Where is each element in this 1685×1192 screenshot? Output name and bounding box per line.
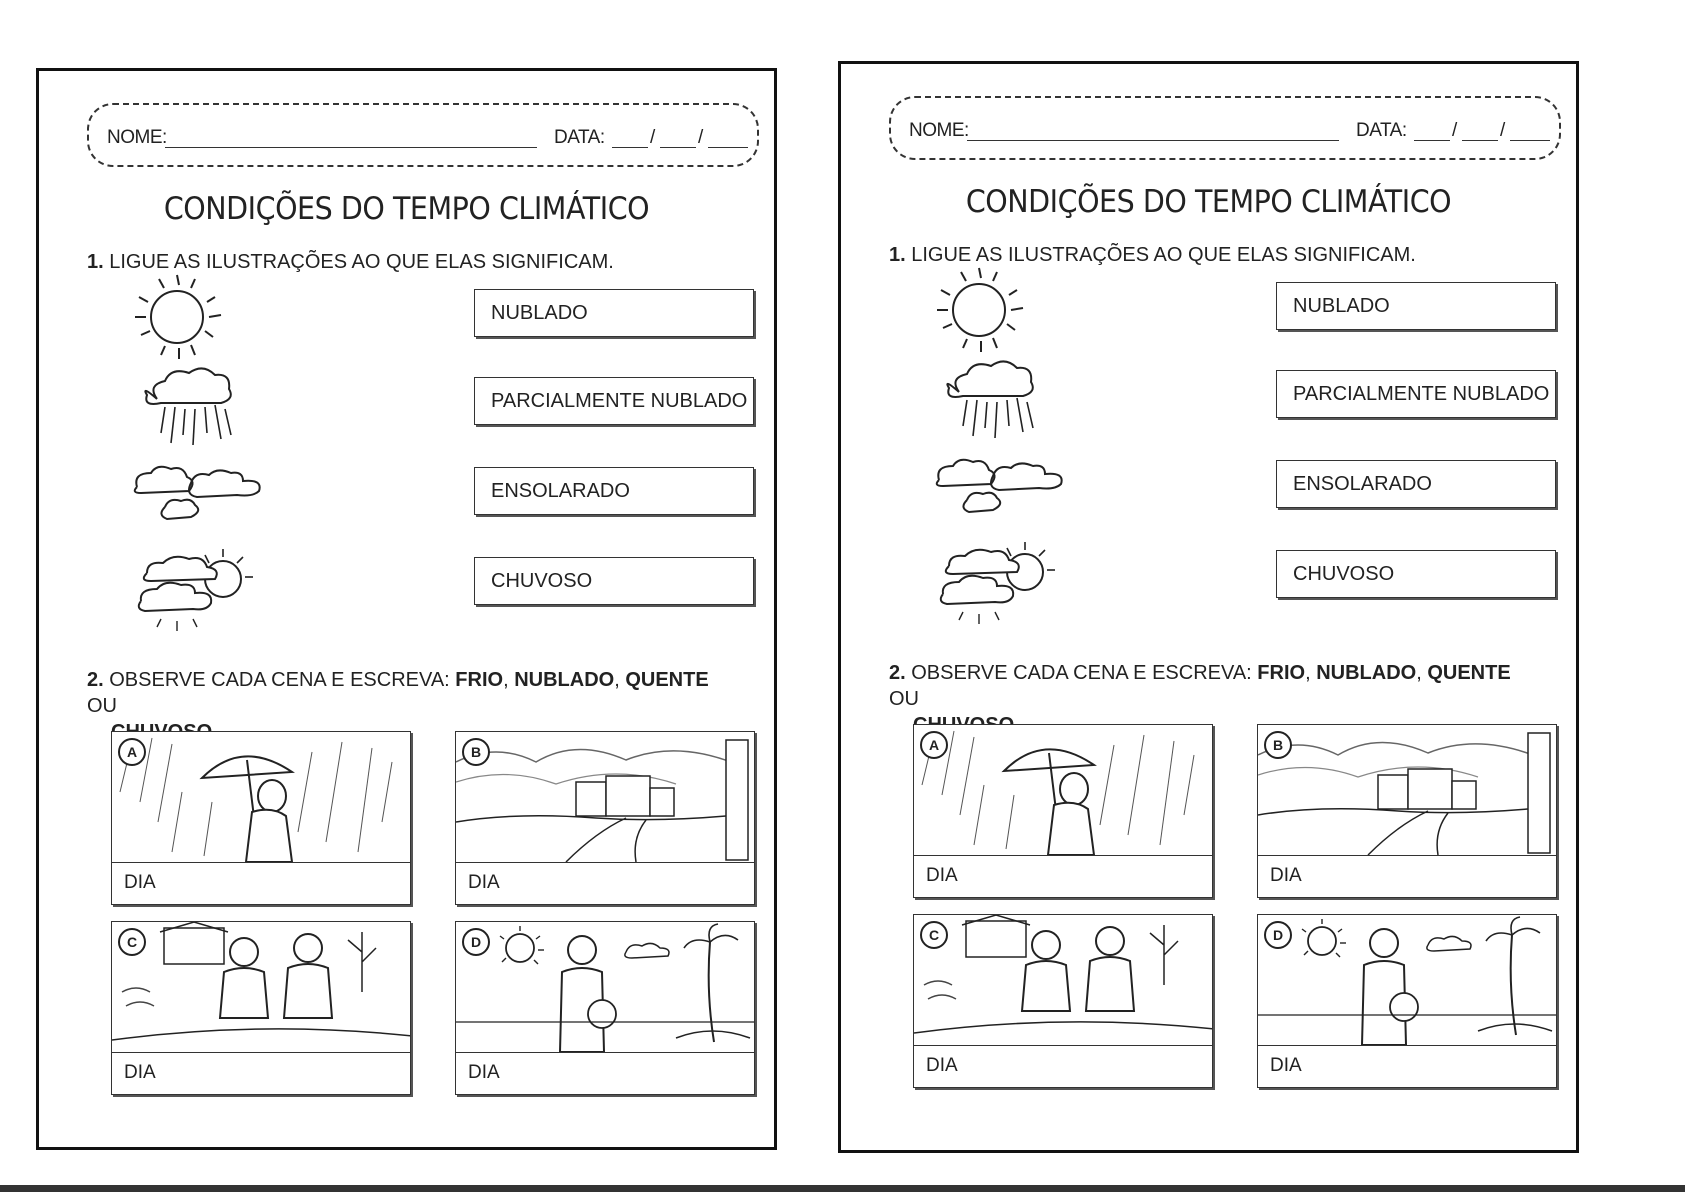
keyword-quente: QUENTE	[1427, 662, 1511, 684]
scene-badge: D	[1264, 921, 1292, 949]
cloudy-city-scene	[456, 732, 754, 863]
date-separator: /	[650, 127, 655, 148]
question-number: 1.	[889, 244, 906, 266]
cold-wind-scene	[112, 922, 410, 1053]
keyword-frio: FRIO	[455, 669, 504, 691]
conjunction: OU	[87, 695, 117, 717]
rain-umbrella-scene	[112, 732, 410, 863]
scene-badge: A	[118, 738, 146, 766]
scene-badge: B	[1264, 731, 1292, 759]
scene-answer-field[interactable]: DIA	[926, 865, 958, 886]
question-number: 2.	[889, 662, 906, 684]
date-day-field[interactable]	[612, 147, 648, 148]
rain-umbrella-scene	[914, 725, 1212, 856]
date-label: DATA:	[554, 127, 605, 148]
separator: ,	[614, 669, 626, 691]
question-text: LIGUE AS ILUSTRAÇÕES AO QUE ELAS SIGNIFICAM.	[109, 251, 614, 273]
option-parcialmente-nublado[interactable]: PARCIALMENTE NUBLADO	[1276, 370, 1556, 418]
scene-b	[455, 731, 755, 905]
scene-c	[111, 921, 411, 1095]
student-header	[889, 96, 1561, 160]
student-header	[87, 103, 759, 167]
worksheet-right	[838, 61, 1579, 1153]
question-number: 1.	[87, 251, 104, 273]
name-label: NOME:	[107, 127, 167, 148]
rain-cloud-icon[interactable]	[929, 356, 1079, 446]
date-month-field[interactable]	[660, 147, 696, 148]
option-ensolarado[interactable]: ENSOLARADO	[474, 467, 754, 515]
name-field[interactable]	[967, 140, 1339, 141]
scene-d	[1257, 914, 1557, 1088]
date-month-field[interactable]	[1462, 140, 1498, 141]
scene-answer-field[interactable]: DIA	[468, 872, 500, 893]
scene-badge: B	[462, 738, 490, 766]
conjunction: OU	[889, 688, 919, 710]
keyword-frio: FRIO	[1257, 662, 1306, 684]
cold-wind-scene	[914, 915, 1212, 1046]
clouds-icon[interactable]	[929, 450, 1079, 540]
scene-badge: C	[118, 928, 146, 956]
scene-badge: D	[462, 928, 490, 956]
scene-answer-field[interactable]: DIA	[926, 1055, 958, 1076]
question-1	[87, 249, 614, 275]
worksheet-left	[36, 68, 777, 1150]
name-field[interactable]	[165, 147, 537, 148]
scene-badge: C	[920, 921, 948, 949]
keyword-nublado: NUBLADO	[514, 669, 615, 691]
page-title: CONDIÇÕES DO TEMPO CLIMÁTICO	[163, 191, 650, 227]
question-number: 2.	[87, 669, 104, 691]
sunny-beach-scene	[456, 922, 754, 1053]
question-1	[889, 242, 1416, 268]
scene-answer-field[interactable]: DIA	[124, 872, 156, 893]
scene-badge: A	[920, 731, 948, 759]
scene-answer-field[interactable]: DIA	[1270, 1055, 1302, 1076]
option-nublado[interactable]: NUBLADO	[474, 289, 754, 337]
date-label: DATA:	[1356, 120, 1407, 141]
scene-answer-field[interactable]: DIA	[1270, 865, 1302, 886]
date-year-field[interactable]	[708, 147, 748, 148]
sun-icon[interactable]	[127, 273, 277, 363]
date-day-field[interactable]	[1414, 140, 1450, 141]
option-chuvoso[interactable]: CHUVOSO	[1276, 550, 1556, 598]
date-separator: /	[1452, 120, 1457, 141]
sunny-beach-scene	[1258, 915, 1556, 1046]
date-year-field[interactable]	[1510, 140, 1550, 141]
separator: ,	[503, 669, 515, 691]
separator: ,	[1305, 662, 1317, 684]
page-title: CONDIÇÕES DO TEMPO CLIMÁTICO	[965, 184, 1452, 220]
scene-b	[1257, 724, 1557, 898]
option-chuvoso[interactable]: CHUVOSO	[474, 557, 754, 605]
cloudy-city-scene	[1258, 725, 1556, 856]
name-label: NOME:	[909, 120, 969, 141]
keyword-quente: QUENTE	[625, 669, 709, 691]
scene-a	[913, 724, 1213, 898]
option-parcialmente-nublado[interactable]: PARCIALMENTE NUBLADO	[474, 377, 754, 425]
scene-answer-field[interactable]: DIA	[468, 1062, 500, 1083]
separator: ,	[1416, 662, 1428, 684]
rain-cloud-icon[interactable]	[127, 363, 277, 453]
scene-a	[111, 731, 411, 905]
question-text: LIGUE AS ILUSTRAÇÕES AO QUE ELAS SIGNIFICAM.	[911, 244, 1416, 266]
question-text: OBSERVE CADA CENA E ESCREVA:	[911, 662, 1258, 684]
bottom-edge	[0, 1185, 1685, 1192]
option-nublado[interactable]: NUBLADO	[1276, 282, 1556, 330]
keyword-nublado: NUBLADO	[1316, 662, 1417, 684]
scene-answer-field[interactable]: DIA	[124, 1062, 156, 1083]
date-separator: /	[1500, 120, 1505, 141]
clouds-icon[interactable]	[127, 457, 277, 547]
scene-c	[913, 914, 1213, 1088]
question-text: OBSERVE CADA CENA E ESCREVA:	[109, 669, 456, 691]
date-separator: /	[698, 127, 703, 148]
sun-icon[interactable]	[929, 266, 1079, 356]
sun-behind-clouds-icon[interactable]	[127, 547, 277, 637]
option-ensolarado[interactable]: ENSOLARADO	[1276, 460, 1556, 508]
sun-behind-clouds-icon[interactable]	[929, 540, 1079, 630]
scene-d	[455, 921, 755, 1095]
